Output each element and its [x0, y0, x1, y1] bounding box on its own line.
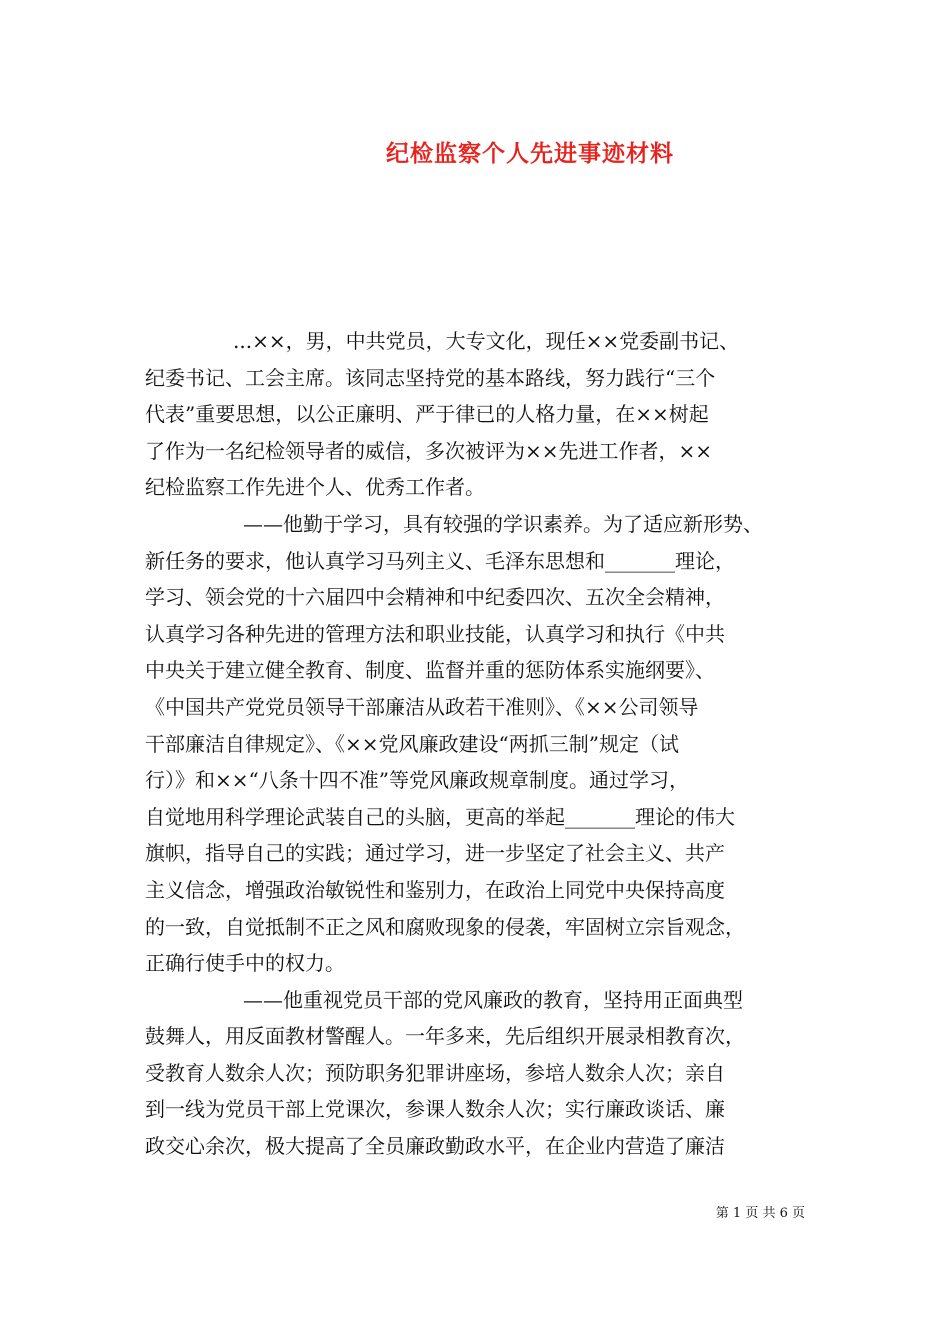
paragraph-line: 鼓舞人，用反面教材警醒人。一年多来，先后组织开展录相教育次， — [145, 1024, 745, 1049]
document-title: 纪检监察个人先进事迹材料 — [386, 140, 674, 167]
paragraph-line: 主义信念，增强政治敏锐性和鉴别力，在政治上同党中央保持高度 — [145, 877, 725, 902]
document-body — [145, 323, 807, 1165]
page-number: 第 1 页 共 6 页 — [715, 1206, 805, 1221]
paragraph-line: 自觉地用科学理论武装自己的头脑，更高的举起_______理论的伟大 — [145, 804, 735, 829]
paragraph-line: 纪委书记、工会主席。该同志坚持党的基本路线，努力践行“三个 — [145, 365, 716, 390]
paragraph-line: 新任务的要求，他认真学习马列主义、毛泽东思想和_______理论， — [145, 548, 735, 573]
paragraph-line: 学习、领会党的十六届四中会精神和中纪委四次、五次全会精神， — [145, 585, 725, 610]
paragraph-line: ——他勤于学习，具有较强的学识素养。为了适应新形势、 — [243, 511, 763, 536]
paragraph-line: 行）》和××“八条十四不准”等党风廉政规章制度。通过学习， — [145, 768, 689, 793]
paragraph-line: 旗帜，指导自己的实践；通过学习，进一步坚定了社会主义、共产 — [145, 841, 725, 866]
paragraph-line: 政交心余次，极大提高了全员廉政勤政水平，在企业内营造了廉洁 — [145, 1134, 725, 1159]
paragraph-line: 受教育人数余人次；预防职务犯罪讲座场，参培人数余人次；亲自 — [145, 1060, 725, 1085]
paragraph-line: 代表”重要思想，以公正廉明、严于律已的人格力量，在××树起 — [145, 402, 709, 427]
paragraph-line: 正确行使手中的权力。 — [145, 951, 345, 976]
paragraph-line: 《中国共产党党员领导干部廉洁从政若干准则》、《××公司领导 — [145, 694, 699, 719]
paragraph-line: 到一线为党员干部上党课次，参课人数余人次；实行廉政谈话、廉 — [145, 1097, 725, 1122]
paragraph-line: 认真学习各种先进的管理方法和职业技能，认真学习和执行《中共 — [145, 621, 725, 646]
paragraph-line: ——他重视党员干部的党风廉政的教育，坚持用正面典型 — [243, 987, 743, 1012]
paragraph-line: 了作为一名纪检领导者的威信，多次被评为××先进工作者，×× — [145, 438, 713, 463]
paragraph-line: 中央关于建立健全教育、制度、监督并重的惩防体系实施纲要》、 — [145, 658, 715, 683]
paragraph-line: ...××，男，中共党员，大专文化，现任××党委副书记、 — [233, 329, 740, 353]
paragraph-line: 干部廉洁自律规定》、《××党风廉政建设“两抓三制”规定（试 — [145, 731, 679, 756]
paragraph-line: 的一致，自觉抵制不正之风和腐败现象的侵袭，牢固树立宗旨观念， — [145, 914, 745, 939]
paragraph-line: 纪检监察工作先进个人、优秀工作者。 — [145, 475, 485, 500]
